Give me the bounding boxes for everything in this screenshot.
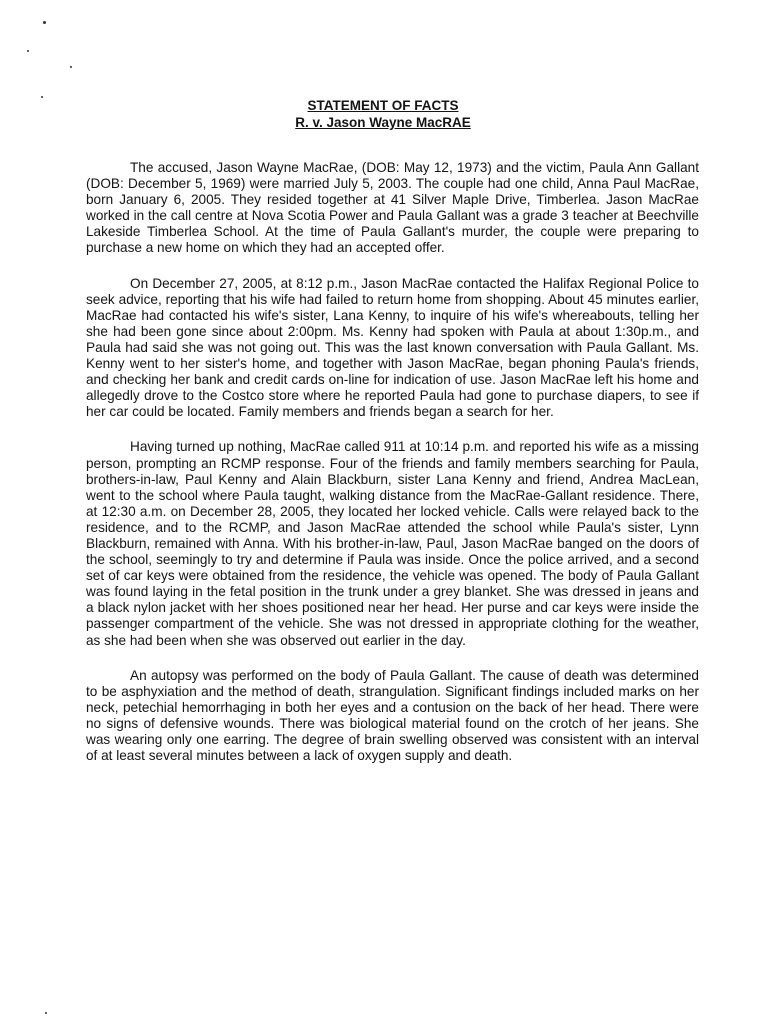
paragraph-search-and-discovery: Having turned up nothing, MacRae called 911 at 10:14 p.m. and reported his wife as a missing person, prompting an RCMP response. Four of the friends and family members searching for Paula, brothers-in-law, Paul Kenny and Alain Blackburn, sister Lana Kenny and friend, Andrea MacLean, went to the school where Paula taught, walking distance from the MacRae-Gallant residence. There, at 12:30 a.m. on December 28, 2005, they located her locked vehicle. Calls were relayed back to the residence, and to the RCMP, and Jason MacRae attended the school while Paula's sister, Lynn Blackburn, remained with Anna. With his brother-in-law, Paul, Jason MacRae banged on the doors of the school, seemingly to try and determine if Paula was inside. Once the police arrived, and a second set of car keys were obtained from the residence, the vehicle was opened. The body of Paula Gallant was found laying in the fetal position in the trunk under a grey blanket. She was dressed in jeans and a black nylon jacket with her shoes positioned near her head. Her purse and car keys were inside the passenger compartment of the vehicle. She was not dressed in appropriate clothing for the weather, as she had been when she was observed out earlier in the day. xyxy=(86,439,699,648)
document-title: STATEMENT OF FACTS xyxy=(307,98,459,113)
case-title: R. v. Jason Wayne MacRAE xyxy=(295,115,471,130)
scan-speck xyxy=(70,66,72,68)
paragraph-missing-report: On December 27, 2005, at 8:12 p.m., Jason MacRae contacted the Halifax Regional Police to seek advice, reporting that his wife had failed to return home from shopping. About 45 minutes earlier, MacRae had contacted his wife's sister, Lana Kenny, to inquire of his wife's whereabouts, telling her she had been gone since about 2:00pm. Ms. Kenny had spoken with Paula at about 1:30p.m., and Paula had said she was not going out. This was the last known conversation with Paula Gallant. Ms. Kenny went to her sister's home, and together with Jason MacRae, began phoning Paula's friends, and checking her bank and credit cards on-line for indication of use. Jason MacRae left his home and allegedly drove to the Costco store where he reported Paula had gone to purchase diapers, to see if her car could be located. Family members and friends began a search for her. xyxy=(86,275,699,420)
paragraph-background: The accused, Jason Wayne MacRae, (DOB: May 12, 1973) and the victim, Paula Ann Gallant (DOB: December 5, 1969) were married July 5, 2003. The couple had one child, Anna Paul MacRae, born January 6, 2005. They resided together at 41 Silver Maple Drive, Timberlea. Jason MacRae worked in the call centre at Nova Scotia Power and Paula Gallant was a grade 3 teacher at Beechville Lakeside Timberlea School. At the time of Paula Gallant's murder, the couple were preparing to purchase a new home on which they had an accepted offer. xyxy=(86,160,699,256)
scan-speck xyxy=(43,21,46,24)
scan-speck xyxy=(45,1012,47,1014)
paragraph-autopsy: An autopsy was performed on the body of Paula Gallant. The cause of death was determined to be asphyxiation and the method of death, strangulation. Significant findings included marks on her neck, petechial hemorrhaging in both her eyes and a contusion on the back of her head. There were no signs of defensive wounds. There was biological material found on the crotch of her jeans. She was wearing only one earring. The degree of brain swelling observed was consistent with an interval of at least several minutes between a lack of oxygen supply and death. xyxy=(86,667,699,764)
document-body xyxy=(86,160,699,783)
scan-speck xyxy=(27,50,29,52)
scan-speck xyxy=(41,96,43,98)
document-header xyxy=(86,97,680,131)
